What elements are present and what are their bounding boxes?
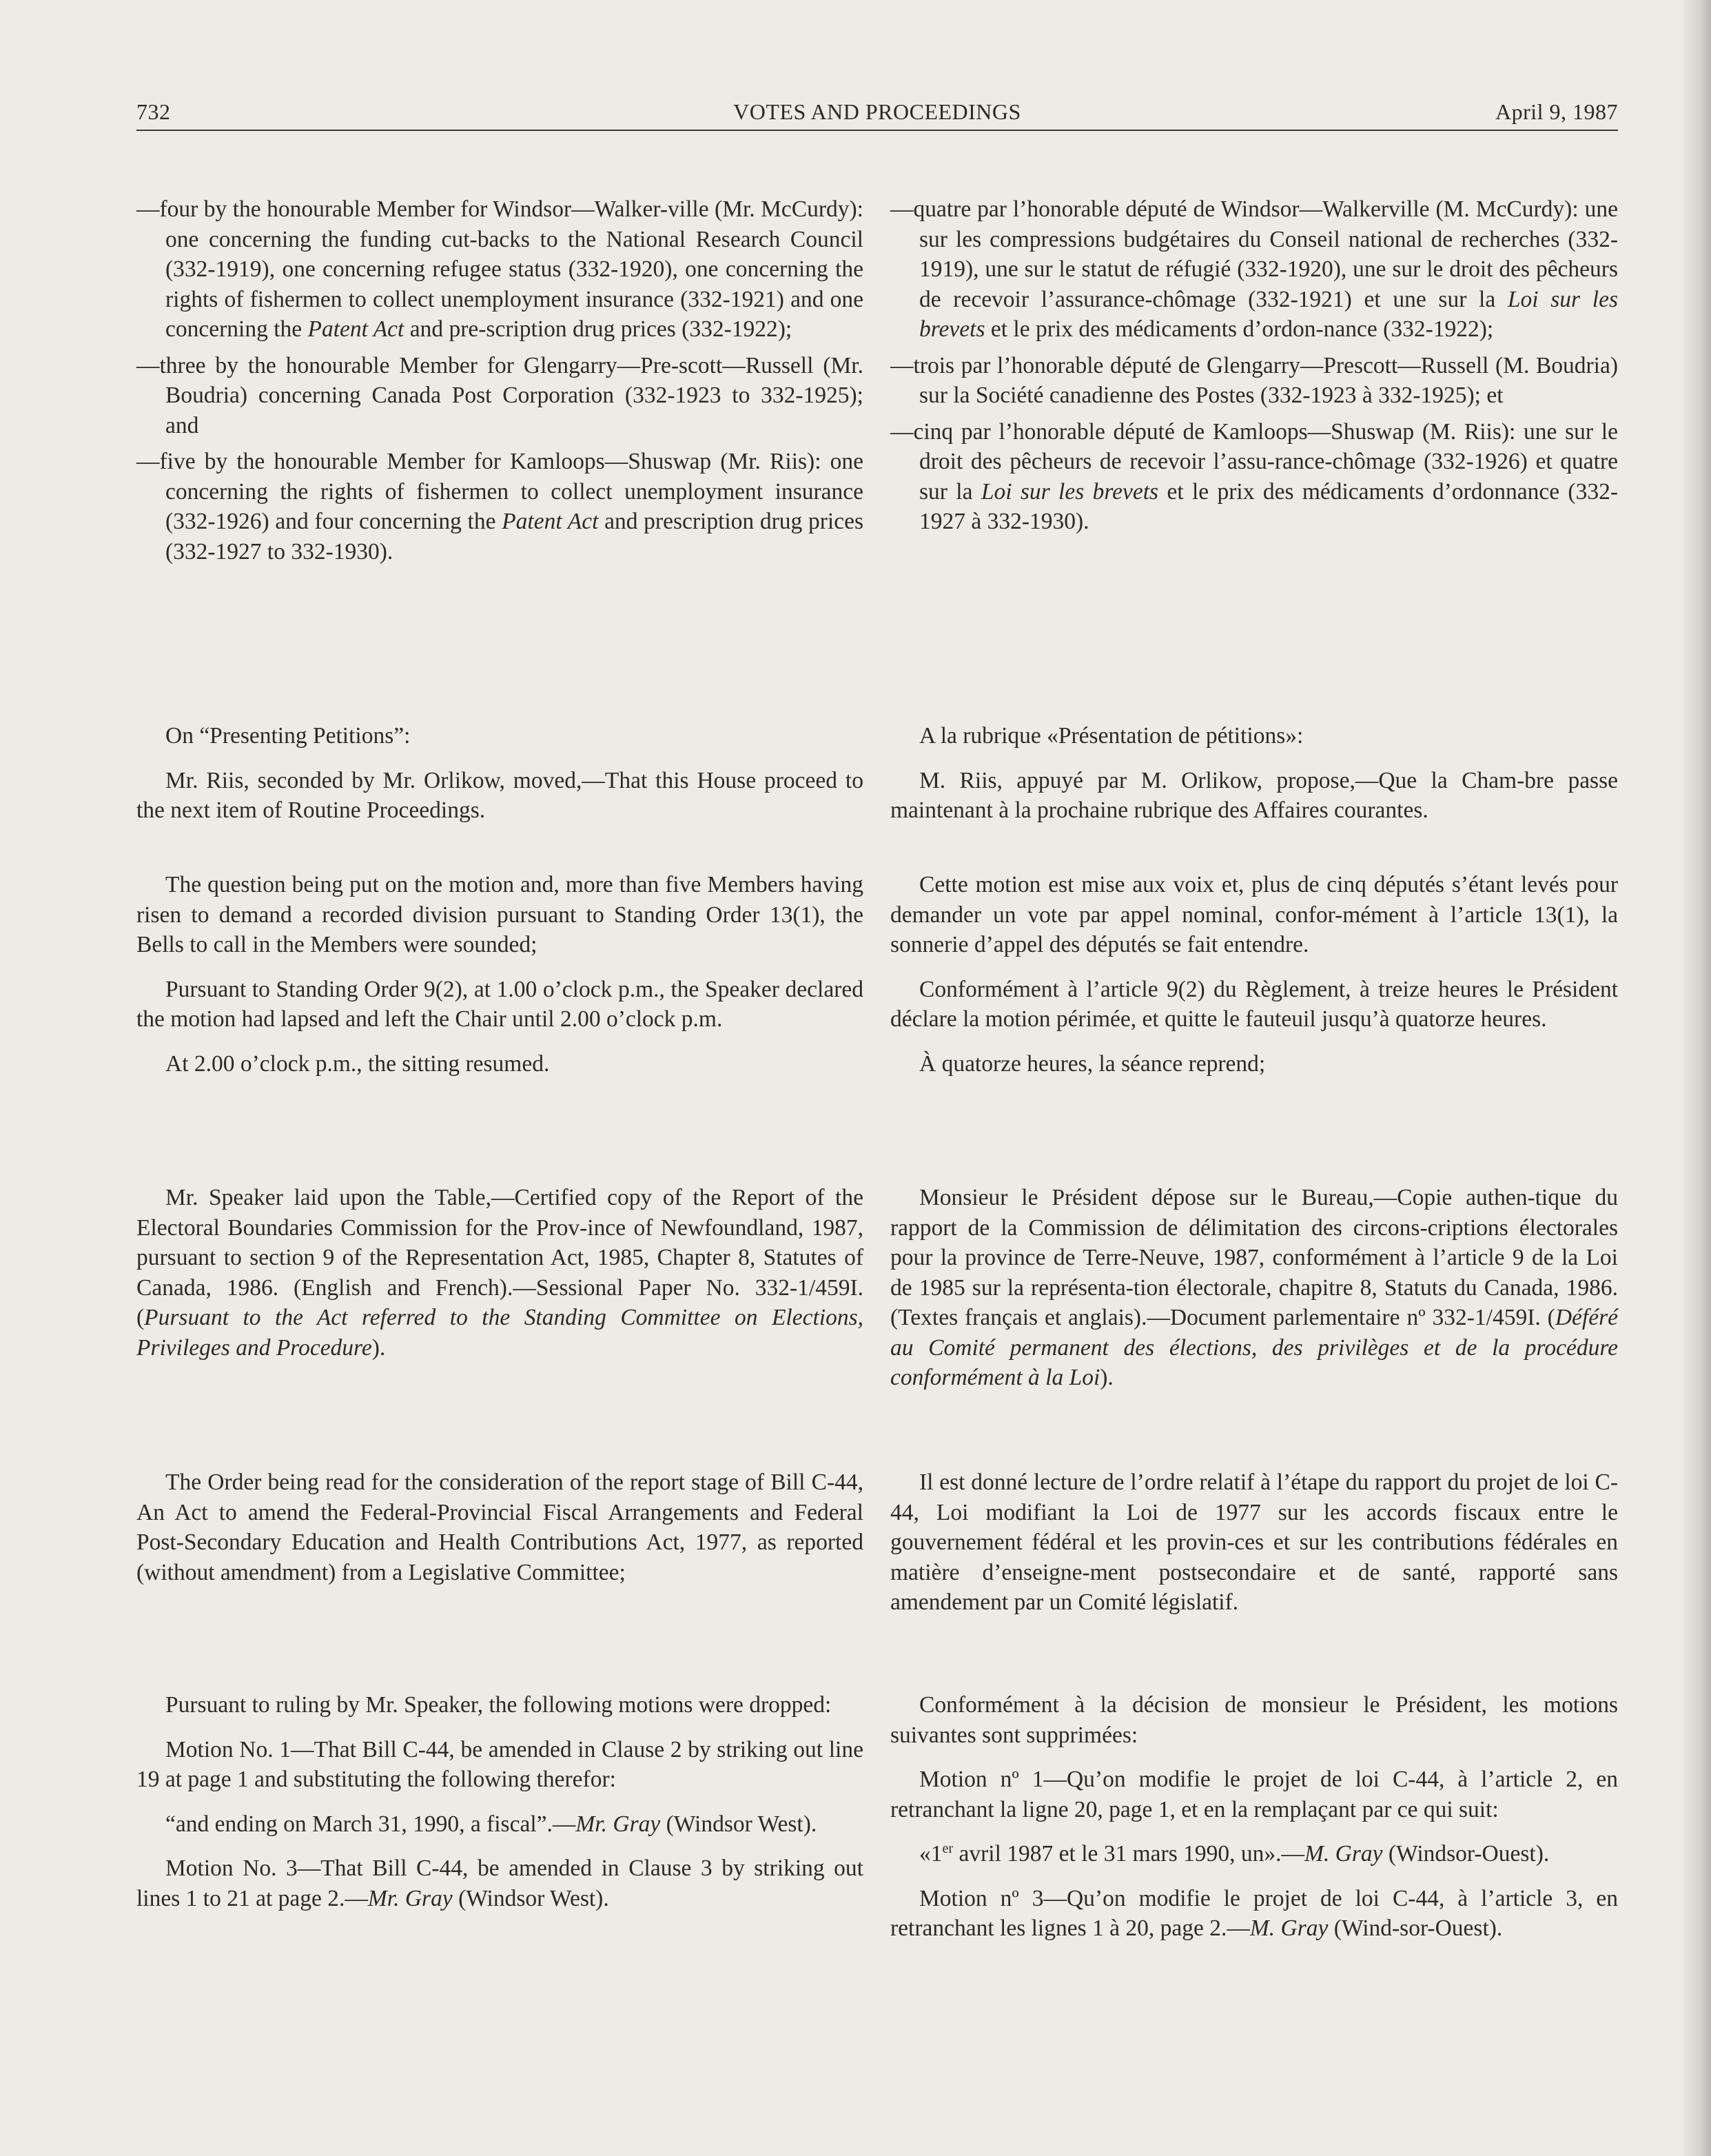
page-title: VOTES AND PROCEEDINGS: [733, 99, 1021, 124]
page-header: [136, 96, 1618, 131]
sitting-resumed: À quatorze heures, la séance reprend;: [919, 1050, 1266, 1077]
motion-1: Motion nº 1—Qu’on modifie le projet de loi C-44, à l’article 2, en retranchant la ligne 20, page 1, et en la remplaçant par ce qui suit:: [890, 1767, 1618, 1822]
petition-item: —four by the honourable Member for Windsor—Walker-ville (Mr. McCurdy): one concerning the funding cut-backs to the National Research Council (332-1919), one concerning refugee status (332-1920), one concerning the rights of fishermen to collect unemployment insurance (332-1921) and one concerning the Patent Act and pre-scription drug prices (332-1922);: [136, 196, 863, 342]
division-section: [136, 870, 863, 1079]
petition-item: —cinq par l’honorable député de Kamloops—Shuswap (M. Riis): une sur le droit des pêcheurs de recevoir l’assu-rance-chômage (332-1926) et quatre sur la Loi sur les brevets et le prix des médicaments d’ordonnance (332-1927 à 332-1930).: [890, 418, 1618, 534]
motion-1: Motion No. 1—That Bill C-44, be amended in Clause 2 by striking out line 19 at page 1 and substituting the following therefor:: [136, 1736, 863, 1792]
petition-item: —three by the honourable Member for Glengarry—Pre-scott—Russell (Mr. Boudria) concerning Canada Post Corporation (332-1923 to 332-1925); and: [136, 352, 863, 438]
standing-order-paragraph: Pursuant to Standing Order 9(2), at 1.00 o’clock p.m., the Speaker declared the motion had lapsed and left the Chair until 2.00 o’clock p.m.: [136, 976, 863, 1032]
petition-list: [136, 194, 863, 567]
riis-motion: Mr. Riis, seconded by Mr. Orlikow, moved,—That this House proceed to the next item of Routine Proceedings.: [136, 767, 863, 823]
order-read-paragraph: The Order being read for the consideration of the report stage of Bill C-44, An Act to amend the Federal-Provincial Fiscal Arrangements and Federal Post-Secondary Education and Health Contributions Act, 1977, as reported (without amendment) from a Legislative Committee;: [136, 1469, 863, 1585]
page-number: 732: [136, 99, 171, 124]
motion-3: Motion No. 3—That Bill C-44, be amended in Clause 3 by striking out lines 1 to 21 at page 2.—Mr. Gray (Windsor West).: [136, 1855, 863, 1911]
dropped-motions: [890, 1690, 1618, 1944]
section-heading: On “Presenting Petitions”:: [165, 723, 411, 749]
riis-motion: M. Riis, appuyé par M. Orlikow, propose,—Que la Cham-bre passe maintenant à la prochaine rubrique des Affaires courantes.: [890, 767, 1618, 823]
petition-list: [890, 194, 1618, 537]
question-put: Cette motion est mise aux voix et, plus de cinq députés s’étant levés pour demander un vote par appel nominal, confor-mément à l’article 13(1), la sonnerie d’appel des députés se fait entendre.: [890, 872, 1618, 957]
standing-order-paragraph: Conformément à l’article 9(2) du Règlement, à treize heures le Président déclare la motion périmée, et quitte le fauteuil jusqu’à quatorze heures.: [890, 976, 1618, 1032]
motion-1-text: “and ending on March 31, 1990, a fiscal”.—Mr. Gray (Windsor West).: [165, 1811, 817, 1837]
order-read-paragraph: Il est donné lecture de l’ordre relatif à l’étape du rapport du projet de loi C-44, Loi modifiant la Loi de 1977 sur les accords fiscaux entre le gouvernement fédéral et les provin-ces et sur les contributions fédérales en matière d’enseigne-ment postsecondaire et de santé, rapporté sans amendement par un Comité législatif.: [890, 1469, 1618, 1615]
section-heading: A la rubrique «Présentation de pétitions»:: [919, 723, 1304, 749]
presenting-petitions-section: [136, 721, 863, 826]
ruling-paragraph: Conformément à la décision de monsieur le Président, les motions suivantes sont supprimées:: [890, 1692, 1618, 1748]
motion-1-text: «1er avril 1987 et le 31 mars 1990, un».—M. Gray (Windsor-Ouest).: [919, 1840, 1550, 1867]
motion-3: Motion nº 3—Qu’on modifie le projet de loi C-44, à l’article 3, en retranchant les lignes 1 à 20, page 2.—M. Gray (Wind-sor-Ouest).: [890, 1885, 1618, 1941]
sitting-resumed: At 2.00 o’clock p.m., the sitting resumed.: [165, 1050, 550, 1077]
page-date: April 9, 1987: [1495, 99, 1618, 124]
question-put: The question being put on the motion and, more than five Members having risen to demand a recorded division pursuant to Standing Order 13(1), the Bells to call in the Members were sounded;: [136, 872, 863, 957]
petition-item: —five by the honourable Member for Kamloops—Shuswap (Mr. Riis): one concerning the rights of fishermen to collect unemployment insurance (332-1926) and four concerning the Patent Act and prescription drug prices (332-1927 to 332-1930).: [136, 449, 863, 565]
division-section: [890, 870, 1618, 1079]
petition-item: —trois par l’honorable député de Glengarry—Prescott—Russell (M. Boudria) sur la Société canadienne des Postes (332-1923 à 332-1925); et: [890, 352, 1618, 408]
speaker-laid-paragraph: Mr. Speaker laid upon the Table,—Certified copy of the Report of the Electoral Boundaries Commission for the Prov-ince of Newfoundland, 1987, pursuant to section 9 of the Representation Act, 1985, Chapter 8, Statutes of Canada, 1986. (English and French).—Sessional Paper No. 332-1/459I. (Pursuant to the Act referred to the Standing Committee on Elections, Privileges and Procedure).: [136, 1185, 863, 1361]
order-read: [890, 1467, 1618, 1618]
ruling-paragraph: Pursuant to ruling by Mr. Speaker, the following motions were dropped:: [165, 1692, 832, 1718]
petition-item: —quatre par l’honorable député de Windsor—Walkerville (M. McCurdy): une sur les compressions budgétaires du Conseil national de recherches (332-1919), une sur le statut de réfugié (332-1920), une sur le droit des pêcheurs de recevoir l’assurance-chômage (332-1921) et une sur la Loi sur les brevets et le prix des médicaments d’ordon-nance (332-1922);: [890, 196, 1618, 342]
order-read: [136, 1467, 863, 1587]
dropped-motions: [136, 1690, 863, 1913]
page-edge: [1683, 0, 1711, 2156]
tabled-document: [890, 1183, 1618, 1393]
presenting-petitions-section: [890, 721, 1618, 826]
tabled-document: [136, 1183, 863, 1363]
speaker-laid-paragraph: Monsieur le Président dépose sur le Bureau,—Copie authen-tique du rapport de la Commission de délimitation des circons-criptions électorales pour la province de Terre-Neuve, 1987, conformément à l’article 9 de la Loi de 1985 sur la représenta-tion électorale, chapitre 8, Statuts du Canada, 1986. (Textes français et anglais).—Document parlementaire nº 332-1/459I. (Déféré au Comité permanent des élections, des privilèges et de la procédure conformément à la Loi).: [890, 1185, 1618, 1390]
